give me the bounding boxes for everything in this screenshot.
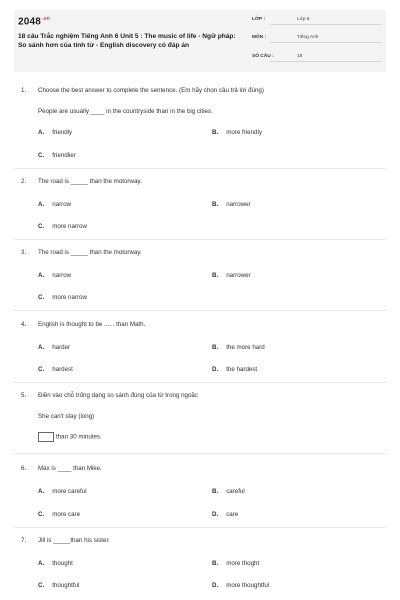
q2-option-c[interactable]: C. more narrow xyxy=(38,223,87,230)
q7-option-a[interactable]: A. thought xyxy=(38,560,73,567)
q7-option-c[interactable]: C. thoughtful xyxy=(38,582,80,589)
q4-option-d[interactable]: D. the hardest xyxy=(212,366,258,373)
divider xyxy=(14,453,386,454)
q1-option-a[interactable]: A. friendly xyxy=(38,129,73,136)
q6-option-d[interactable]: D. care xyxy=(212,511,239,518)
q6-option-a[interactable]: A. more careful xyxy=(38,488,87,495)
q7-option-b[interactable]: B. more thoght xyxy=(212,560,260,567)
q7-option-d[interactable]: D. more thoughtful xyxy=(212,582,270,589)
divider xyxy=(14,382,386,383)
q6-option-c[interactable]: C. more care xyxy=(38,511,81,518)
q4-option-c[interactable]: C. hardest xyxy=(38,366,73,373)
q3-option-c[interactable]: C. more narrow xyxy=(38,294,87,301)
q3-option-a[interactable]: A. narrow xyxy=(38,272,72,279)
q2-option-b[interactable]: B. narrower xyxy=(212,201,251,208)
q3-option-b[interactable]: B. narrower xyxy=(212,272,251,279)
q6-option-b[interactable]: B. careful xyxy=(212,488,245,495)
page-header xyxy=(14,10,386,72)
q4-option-b[interactable]: B. the more hard xyxy=(212,344,265,351)
q2-option-a[interactable]: A. narrow xyxy=(38,201,72,208)
divider xyxy=(14,310,386,311)
q1-option-c[interactable]: C. friendlier xyxy=(38,152,76,159)
q4-option-a[interactable]: A. harder xyxy=(38,344,71,351)
document-title: 18 câu Trắc nghiệm Tiếng Anh 6 Unit 5 : The music of life - Ngữ pháp: So sánh hơn của tính từ - English discovery có đáp án xyxy=(18,33,236,49)
meta-question-count: SỐ CÂU : 18 xyxy=(252,54,382,62)
meta-subject: MÔN : Tiếng Anh xyxy=(252,35,382,43)
meta-class: LỚP : Lớp 6 xyxy=(252,17,382,25)
q1-option-b[interactable]: B. more friendly xyxy=(212,129,262,136)
divider xyxy=(14,527,386,528)
divider xyxy=(14,239,386,240)
site-logo[interactable]: $2048^{.vn}$ xyxy=(18,16,50,28)
divider xyxy=(14,168,386,169)
answer-input[interactable] xyxy=(38,432,54,442)
